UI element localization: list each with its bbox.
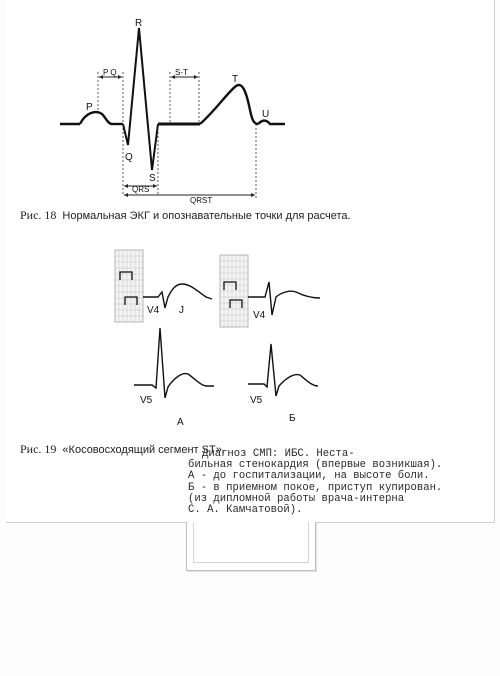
figure-19-number: Рис. 19 (20, 442, 57, 456)
wave-label-q: Q (125, 152, 133, 163)
ecg-qrs-complex (123, 28, 158, 170)
wave-label-p: P (86, 102, 93, 113)
ecg-grid-paper-b (220, 255, 248, 327)
page-fold-tab (186, 522, 316, 571)
wave-label-u: U (262, 109, 270, 120)
ecg-trace-a-v5 (134, 328, 214, 398)
page-fold-tab-inner (193, 522, 309, 563)
ecg-grid-paper-a (115, 250, 143, 322)
wave-label-t: T (232, 74, 239, 85)
note-line: Б - в приемном покое, приступ купирован. (188, 481, 443, 494)
lead-label-b-v5: V5 (250, 395, 263, 406)
interval-label-qrs: QRS (132, 185, 150, 194)
ecg-trace-b-v5 (248, 344, 318, 396)
figure-18-number: Рис. 18 (20, 208, 57, 222)
note-line: (из дипломной работы врача-интерна (188, 492, 405, 505)
note-line: А - до госпитализации, на высоте боли. (188, 470, 430, 483)
lead-label-a-v4: V4 (147, 305, 160, 316)
point-label-j: J (179, 305, 184, 316)
normal-ecg-figure (60, 28, 285, 198)
figure-19-caption-text: «Косовосходящий сегмент ST». (62, 444, 225, 456)
interval-label-qrst: QRST (190, 196, 213, 205)
diagnosis-note (188, 449, 442, 516)
panel-label-b: Б (289, 413, 296, 424)
ecg-t-wave (200, 85, 258, 124)
wave-label-r: R (135, 18, 143, 29)
note-line: Диагноз СМП: ИБС. Неста- (202, 448, 355, 460)
figure-18-caption-text: Нормальная ЭКГ и опознавательные точки для расчета. (62, 210, 351, 222)
note-line: С. А. Камчатовой). (188, 504, 303, 517)
panel-label-a: А (177, 417, 184, 428)
ecg-u-wave (258, 121, 285, 124)
ecg-p-wave (80, 112, 112, 124)
figure-18-caption (20, 208, 351, 223)
wave-label-s: S (149, 173, 156, 184)
lead-label-a-v5: V5 (140, 395, 153, 406)
interval-label-st: S-T (175, 68, 188, 77)
note-line: бильная стенокардия (впервые возникшая). (188, 459, 443, 472)
lead-label-b-v4: V4 (253, 310, 266, 321)
interval-label-pq: P Q (103, 68, 117, 77)
